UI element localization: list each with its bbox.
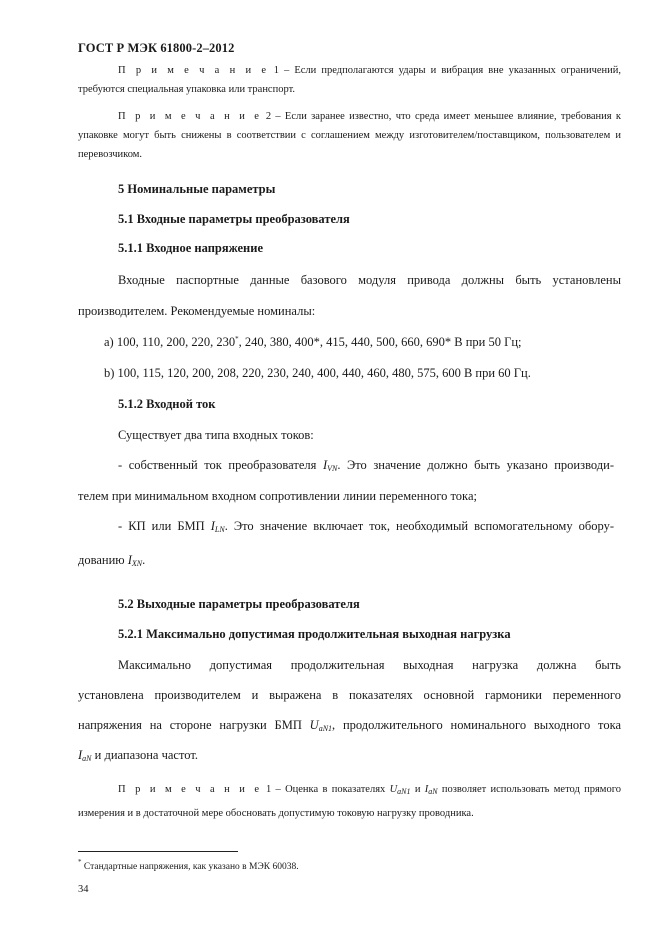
footnote-divider [78, 851, 238, 852]
subscript: aN1 [318, 724, 333, 733]
text-run: . [142, 553, 146, 567]
paragraph-line: производителем. Рекомендуемые номиналы: [78, 304, 316, 318]
footnote-mark: * [78, 858, 82, 866]
list-item-line [118, 458, 614, 473]
paragraph-line [78, 718, 621, 733]
note-2-number: 2 [265, 111, 272, 122]
list-item-line [118, 519, 614, 534]
subscript: XN [131, 559, 143, 568]
note-1 [78, 61, 621, 99]
text-run: дованию [78, 553, 128, 567]
symbol: I [127, 553, 132, 567]
list-item-a-pre: a) 100, 110, 200, 220, 230 [104, 335, 236, 349]
note-2 [78, 107, 621, 164]
footnote-ref: * [235, 335, 239, 343]
list-item-b: b) 100, 115, 120, 200, 208, 220, 230, 240, 400, 440, 460, 480, 575, 600 В при 60 Гц. [104, 366, 531, 380]
note-bottom-number: 1 [265, 784, 272, 795]
text-run: позволяет использовать метод прямого измерения и в достаточной мере обосновать допустимую токовую нагрузку проводника. [78, 784, 621, 819]
subscript: aN [428, 787, 438, 796]
section-5-1-heading: 5.1 Входные параметры преобразователя [118, 212, 350, 226]
text-run: . Это значение включает ток, необходимый вспомогательному обору- [224, 519, 614, 533]
text-run: и диапазона частот. [91, 748, 199, 762]
section-5-2-heading: 5.2 Выходные параметры преобразователя [118, 597, 360, 611]
list-item-line: телем при минимальном входном сопротивлении линии переменного тока; [78, 489, 477, 503]
section-5-1-2-heading: 5.1.2 Входной ток [118, 397, 216, 411]
text-run: - КП или БМП [118, 519, 211, 533]
note-1-label: П р и м е ч а н и е [118, 65, 269, 76]
text-run: . Это значение должно быть указано производи- [337, 458, 614, 472]
section-5-2-1-heading: 5.2.1 Максимально допустимая продолжительная выходная нагрузка [118, 627, 511, 641]
list-item-line [78, 553, 145, 568]
footnote-text: Стандартные напряжения, как указано в МЭК 60038. [81, 862, 299, 872]
note-2-label: П р и м е ч а н и е [118, 111, 262, 122]
note-1-text: – Если предполагаются удары и вибрация вне указанных ограничений, требуются специальная упаковка или транспорт. [78, 65, 622, 95]
symbol: I [322, 458, 328, 472]
subscript: LN [214, 525, 225, 534]
text-run: напряжения на стороне нагрузки БМП [78, 718, 310, 732]
note-bottom [78, 779, 621, 825]
text-run: - собственный ток преобразователя [118, 458, 323, 472]
symbol: I [78, 748, 83, 762]
paragraph-line: Существует два типа входных токов: [118, 428, 314, 442]
footnote [78, 858, 299, 872]
page-number: 34 [78, 884, 89, 895]
section-5-heading: 5 Номинальные параметры [118, 182, 276, 196]
subscript: VN [327, 464, 338, 473]
text-run: и [410, 784, 425, 795]
note-1-number: 1 [273, 65, 279, 76]
note-2-text: – Если заранее известно, что среда имеет меньшее влияние, требования к упаковке могут быть снижены в соответствии с соглашением между изготовителем/поставщиком, пользователем и перевозчиком. [78, 111, 622, 160]
note-bottom-label: П р и м е ч а н и е [118, 784, 262, 795]
symbol: U [309, 718, 319, 732]
text-run: – Оценка в показателях [271, 784, 390, 795]
paragraph-line: установлена производителем и выражена в показателях основной гармоники переменного [78, 688, 621, 702]
symbol: U [389, 784, 398, 795]
symbol: I [210, 519, 215, 533]
page-header: ГОСТ Р МЭК 61800-2–2012 [78, 41, 235, 55]
paragraph-line: Входные паспортные данные базового модуля привода должны быть установлены [118, 273, 621, 287]
text-run: , продолжительного номинального выходного тока [332, 718, 622, 732]
symbol: I [424, 784, 429, 795]
paragraph-line: Максимально допустимая продолжительная выходная нагрузка должна быть [118, 658, 621, 672]
paragraph-line [78, 748, 198, 763]
subscript: aN [82, 754, 92, 763]
section-5-1-1-heading: 5.1.1 Входное напряжение [118, 241, 264, 255]
subscript: aN1 [397, 787, 411, 796]
list-item-a-post: , 240, 380, 400*, 415, 440, 500, 660, 690* В при 50 Гц; [238, 335, 522, 349]
list-item-a [104, 335, 521, 350]
